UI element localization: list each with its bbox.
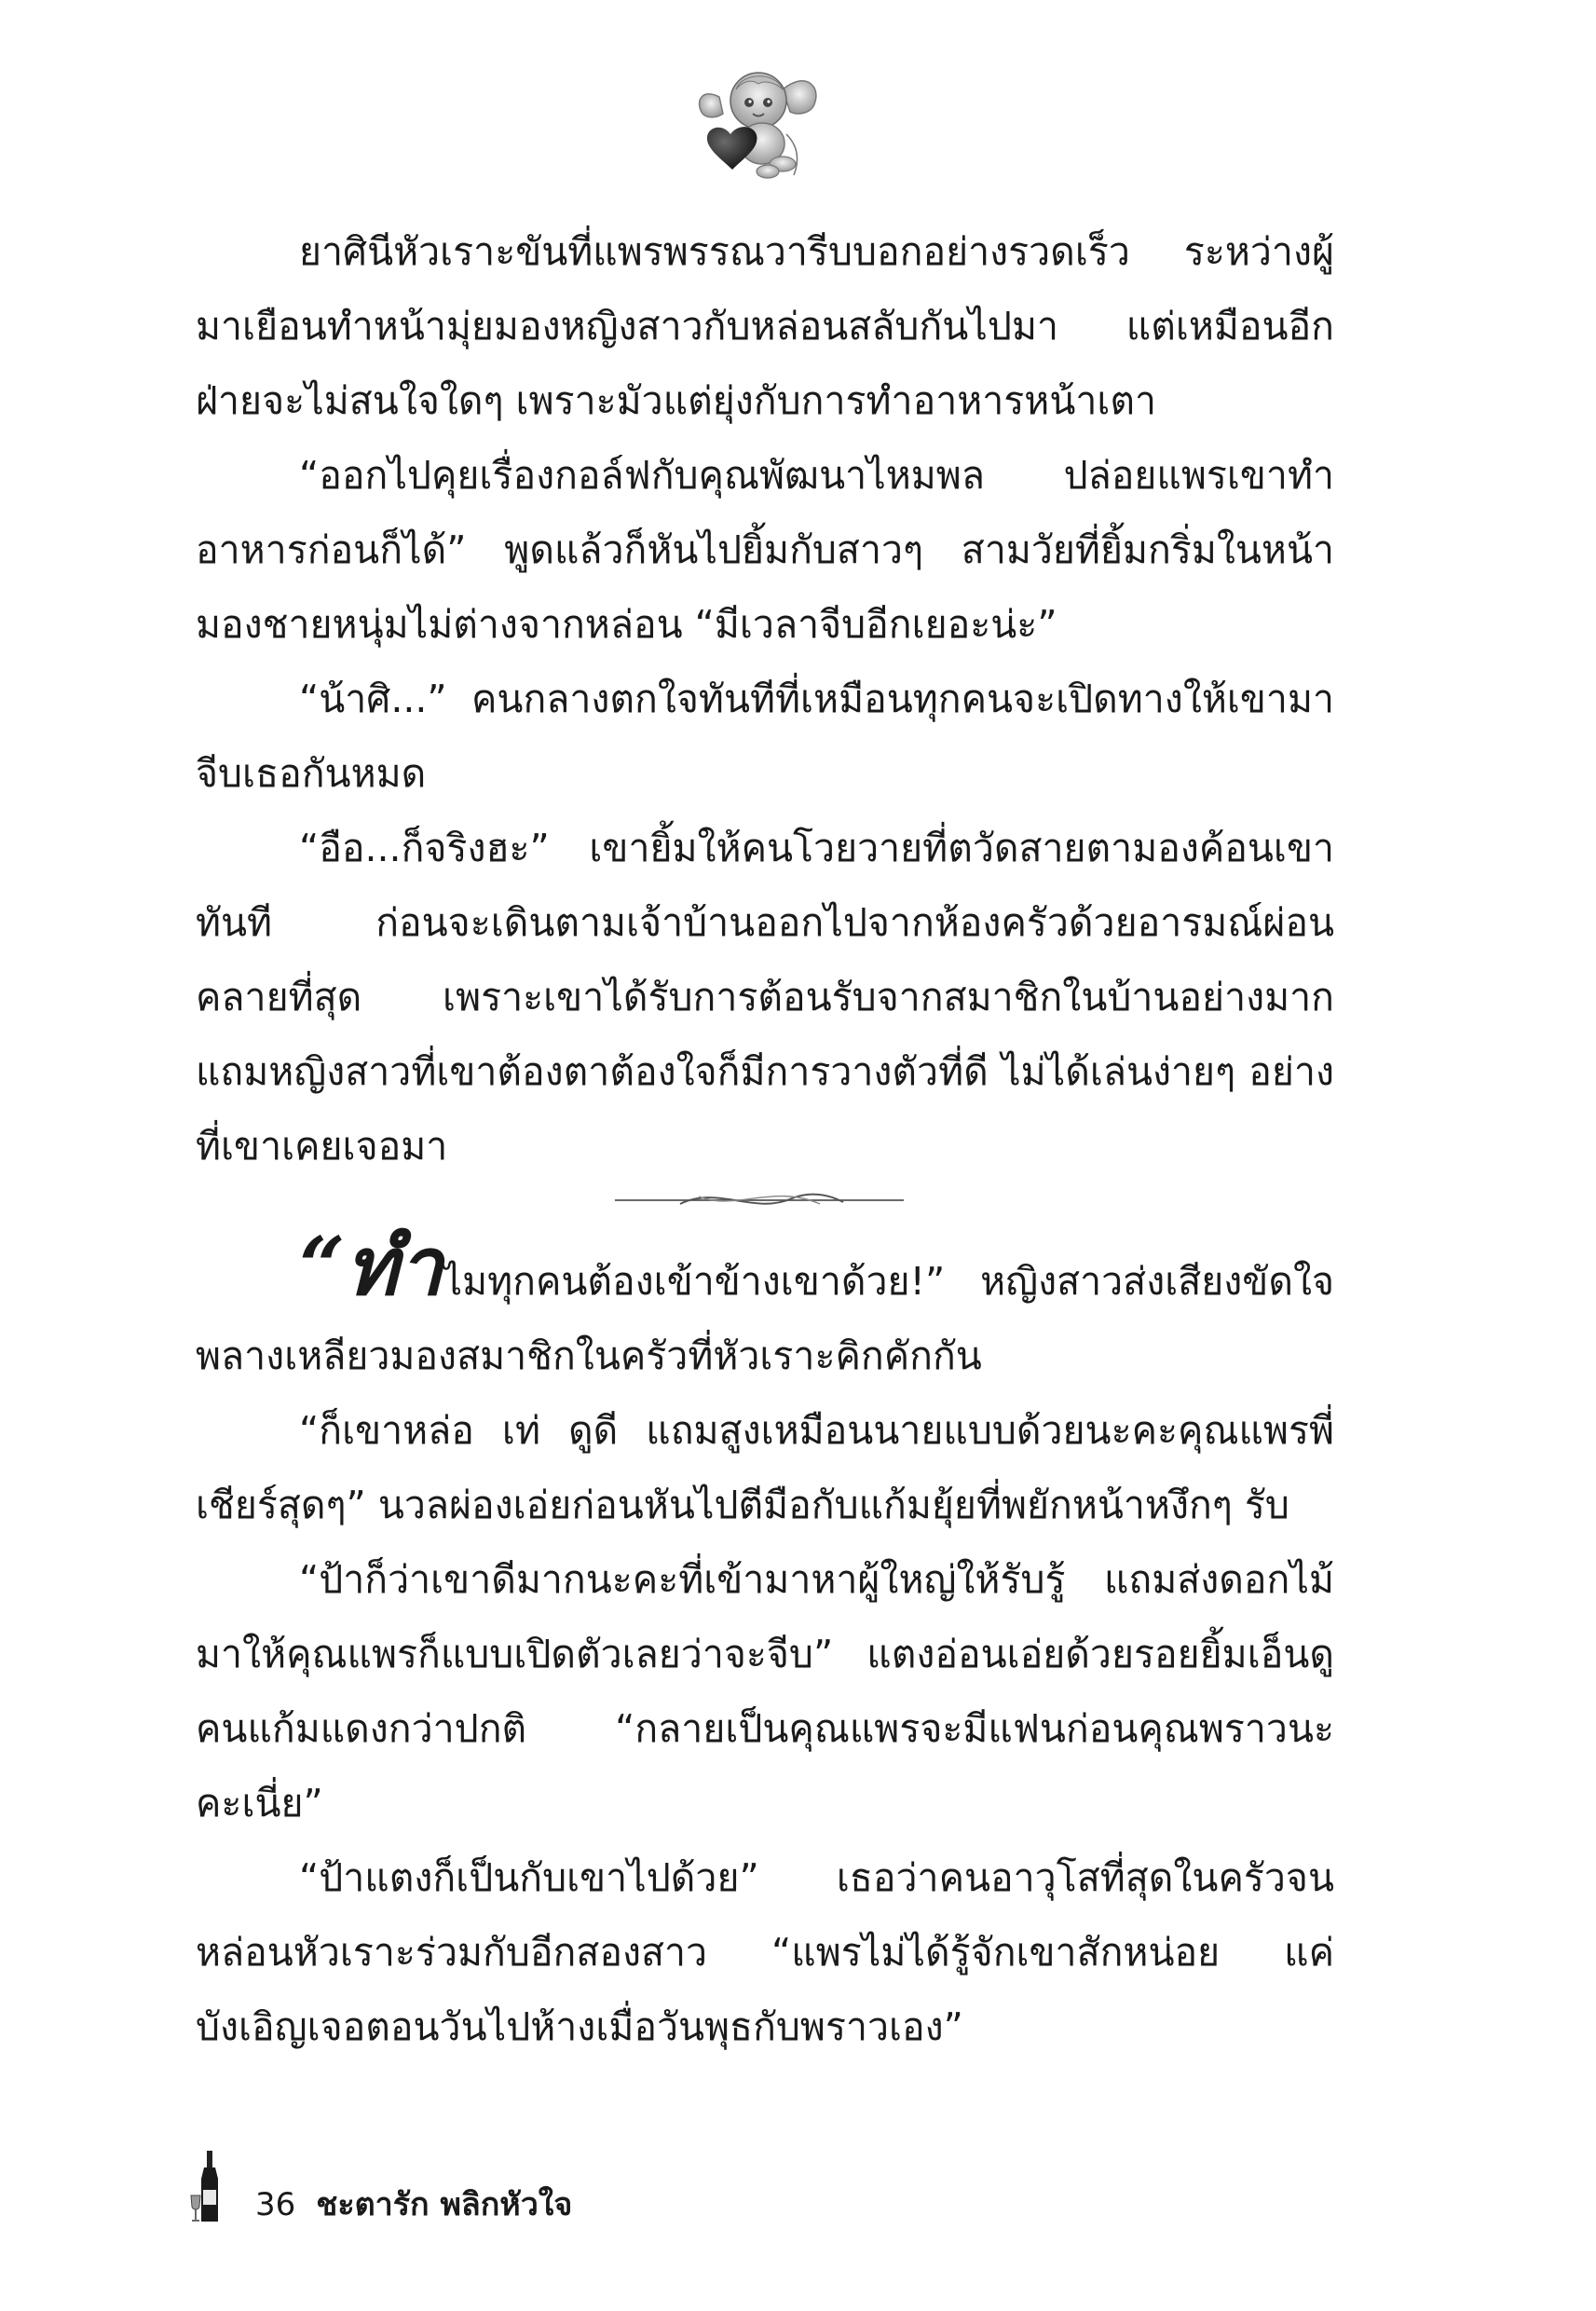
drop-cap: “ทำ [299, 1220, 443, 1314]
wine-bottle-glass-icon [190, 2149, 225, 2223]
cupid-with-heart-icon [693, 62, 824, 183]
page-number: 36 [255, 2186, 296, 2223]
paragraph: ยาศินีหัวเราะขันที่แพรพรรณวารีบบอกอย่างรวดเร็ว ระหว่างผู้มาเยือนทำหน้ามุ่ยมองหญิงสาวกับหล่อนสลับกันไปมา แต่เหมือนอีกฝ่ายจะไม่สนใจใดๆ เพราะมัวแต่ยุ่งกับการทำอาหารหน้าเตา [196, 229, 1334, 423]
paragraph: “ป้าก็ว่าเขาดีมากนะคะที่เข้ามาหาผู้ใหญ่ให้รับรู้ แถมส่งดอกไม้มาให้คุณแพรก็แบบเปิดตัวเลยว่าจะจีบ” แตงอ่อนเอ่ยด้วยรอยยิ้มเอ็นดูคนแก้มแดงกว่าปกติ “กลายเป็นคุณแพรจะมีแฟนก่อนคุณพราวนะคะเนี่ย” [196, 1557, 1334, 1826]
opening-paragraph [196, 1220, 1334, 1393]
paragraph: “อือ...ก็จริงฮะ” เขายิ้มให้คนโวยวายที่ตวัดสายตามองค้อนเขาทันที ก่อนจะเดินตามเจ้าบ้านออกไปจากห้องครัวด้วยอารมณ์ผ่อนคลายที่สุด เพราะเขาได้รับการต้อนรับจากสมาชิกในบ้านอย่างมาก แถมหญิงสาวที่เขาต้องตาต้องใจก็มีการวางตัวที่ดี ไม่ได้เล่นง่ายๆ อย่างที่เขาเคยเจอมา [196, 826, 1334, 1169]
paragraph: “ก็เขาหล่อ เท่ ดูดี แถมสูงเหมือนนายแบบด้วยนะคะคุณแพรพี่เชียร์สุดๆ” นวลผ่องเอ่ยก่อนหันไปตีมือกับแก้มยุ้ยที่พยักหน้าหงึกๆ รับ [196, 1408, 1334, 1527]
paragraph: “ออกไปคุยเรื่องกอล์ฟกับคุณพัฒนาไหมพล ปล่อยแพรเขาทำอาหารก่อนก็ได้” พูดแล้วก็หันไปยิ้มกับสาวๆ สามวัยที่ยิ้มกริ่มในหน้ามองชายหนุ่มไม่ต่างจากหล่อน “มีเวลาจีบอีกเยอะน่ะ” [196, 453, 1334, 647]
paragraph: “น้าศิ...” คนกลางตกใจทันทีที่เหมือนทุกคนจะเปิดทางให้เขามาจีบเธอกันหมด [196, 677, 1334, 796]
page-footer [190, 2149, 572, 2223]
section-1-text [196, 214, 1334, 1183]
opening-paragraph-text: ไมทุกคนต้องเข้าข้างเขาด้วย!” หญิงสาวส่งเสียงขัดใจพลางเหลียวมองสมาชิกในครัวที่หัวเราะคิกคักกัน [196, 1259, 1334, 1378]
swirl-divider-icon [615, 1183, 904, 1221]
section-2-text [196, 1220, 1334, 2064]
book-title: ชะตารัก พลิกหัวใจ [316, 2186, 573, 2223]
paragraph: “ป้าแตงก็เป็นกับเขาไปด้วย” เธอว่าคนอาวุโสที่สุดในครัวจนหล่อนหัวเราะร่วมกับอีกสองสาว “แพรไม่ได้รู้จักเขาสักหน่อย แค่บังเอิญเจอตอนวันไปห้างเมื่อวันพุธกับพราวเอง” [196, 1855, 1334, 2049]
